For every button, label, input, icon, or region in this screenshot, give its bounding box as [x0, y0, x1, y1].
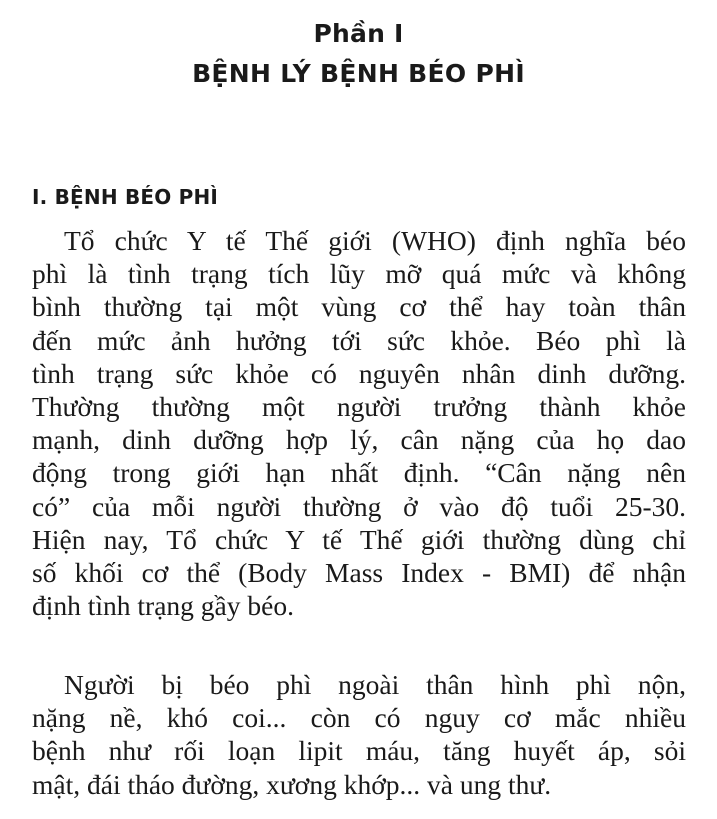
chapter-title: BỆNH LÝ BỆNH BÉO PHÌ [192, 59, 525, 88]
text-line: bệnh như rối loạn lipit máu, tăng huyết áp, sỏi [32, 735, 686, 767]
text-line: nặng nề, khó coi... còn có nguy cơ mắc nhiều [32, 702, 686, 734]
paragraph-obesity-risks [32, 668, 686, 801]
text-line: động trong giới hạn nhất định. “Cân nặng nên [32, 457, 686, 489]
part-title: Phần I [313, 19, 404, 48]
text-line: phì là tình trạng tích lũy mỡ quá mức và không [32, 258, 686, 290]
paragraph-who-definition [32, 224, 686, 622]
text-line: mật, đái tháo đường, xương khớp... và ung thư. [32, 768, 552, 800]
text-line: có” của mỗi người thường ở vào độ tuổi 25-30. [32, 490, 686, 522]
text-line: Thường thường một người trưởng thành khỏe [32, 391, 686, 423]
text-line: bình thường tại một vùng cơ thể hay toàn thân [32, 291, 686, 323]
text-line: Người bị béo phì ngoài thân hình phì nộn, [64, 669, 686, 700]
text-line: mạnh, dinh dưỡng hợp lý, cân nặng của họ dao [32, 424, 686, 456]
text-line: Tổ chức Y tế Thế giới (WHO) định nghĩa béo [64, 225, 686, 256]
text-line: số khối cơ thể (Body Mass Index - BMI) để nhận [32, 557, 686, 589]
text-line: định tình trạng gầy béo. [32, 590, 294, 622]
section-heading: I. BỆNH BÉO PHÌ [32, 185, 219, 209]
text-line: đến mức ảnh hưởng tới sức khỏe. Béo phì là [32, 324, 686, 356]
text-line: tình trạng sức khỏe có nguyên nhân dinh dưỡng. [32, 357, 686, 389]
text-line: Hiện nay, Tổ chức Y tế Thế giới thường dùng chỉ [32, 523, 686, 555]
